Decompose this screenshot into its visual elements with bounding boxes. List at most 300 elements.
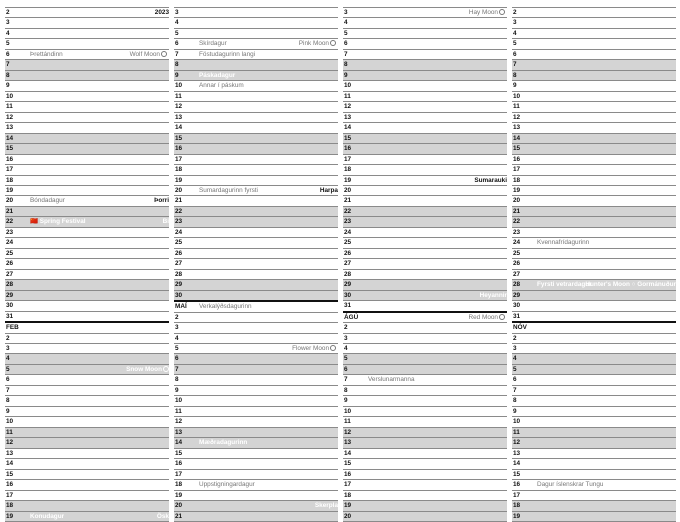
day-number: 21 [175, 512, 183, 520]
day-row [174, 491, 338, 501]
day-row [5, 60, 169, 70]
day-row [343, 459, 507, 469]
day-row [5, 81, 169, 91]
day-row [174, 186, 338, 196]
day-row [5, 407, 169, 417]
day-row [174, 123, 338, 133]
day-row [343, 407, 507, 417]
day-row [343, 344, 507, 354]
day-number: 10 [344, 407, 352, 415]
day-number: 21 [513, 207, 521, 215]
day-number: 11 [175, 92, 182, 100]
day-row [174, 512, 338, 522]
day-number: 27 [175, 260, 183, 268]
day-number: 4 [175, 19, 179, 27]
day-number: 28 [175, 270, 183, 278]
day-row [343, 144, 507, 154]
day-row [512, 386, 676, 396]
day-row [5, 354, 169, 364]
day-number: 4 [6, 29, 10, 37]
day-number: 29 [344, 281, 352, 289]
day-row [5, 207, 169, 217]
month-label: ÁGÚ [344, 313, 359, 321]
day-row [5, 417, 169, 427]
day-number: 13 [513, 124, 521, 132]
day-number: 20 [344, 186, 352, 194]
month-name-label: Sumarauki [474, 176, 507, 184]
day-number: 8 [175, 376, 179, 384]
day-number: 14 [513, 460, 521, 468]
day-number: 11 [6, 103, 13, 111]
day-row [174, 249, 338, 259]
day-row [512, 238, 676, 248]
day-number: 13 [344, 439, 352, 447]
day-row [5, 71, 169, 81]
day-row [174, 134, 338, 144]
day-number: 8 [175, 61, 179, 69]
annotation-label-light: Ösk [156, 512, 169, 520]
annotation-label-light: Heyannir [479, 291, 507, 299]
day-row [174, 354, 338, 364]
day-number: 31 [6, 312, 14, 320]
day-number: 5 [513, 40, 517, 48]
day-row [343, 354, 507, 364]
day-row [5, 134, 169, 144]
day-row [343, 480, 507, 490]
day-number: 4 [513, 29, 517, 37]
day-number: 26 [6, 260, 14, 268]
day-row [5, 155, 169, 165]
day-row [5, 102, 169, 112]
day-number: 3 [175, 9, 179, 16]
day-row [343, 50, 507, 60]
holiday-label: Páskadagur [199, 71, 236, 79]
day-row [5, 365, 169, 375]
day-number: 18 [6, 502, 14, 510]
day-number: 12 [513, 439, 521, 447]
day-number: 15 [344, 134, 352, 142]
day-row [5, 92, 169, 102]
day-row [512, 459, 676, 469]
holiday-label: Fyrsti vetrardagur [537, 281, 592, 289]
moon-annotation [130, 50, 167, 60]
day-row [174, 438, 338, 448]
event-label: Uppstigningardagur [199, 481, 255, 489]
full-moon-icon [161, 51, 167, 57]
day-row [512, 92, 676, 102]
day-row [5, 480, 169, 490]
event-label: Sumardagurinn fyrsti [199, 186, 258, 194]
day-number: 10 [513, 418, 521, 426]
day-row [512, 417, 676, 427]
day-number: 25 [6, 249, 14, 257]
day-row [343, 417, 507, 427]
day-number: 23 [513, 228, 521, 236]
day-row [5, 18, 169, 28]
full-moon-icon [330, 40, 336, 46]
full-moon-icon [499, 9, 505, 15]
day-row [174, 386, 338, 396]
day-row [512, 259, 676, 269]
day-row [343, 81, 507, 91]
day-row [174, 375, 338, 385]
day-number: 7 [513, 386, 517, 394]
day-number: 8 [6, 397, 10, 405]
day-row [174, 459, 338, 469]
day-row [174, 8, 338, 18]
day-row [174, 50, 338, 60]
day-number: 12 [175, 103, 183, 111]
day-row [512, 144, 676, 154]
day-number: 28 [6, 281, 14, 289]
day-row [5, 113, 169, 123]
day-row [5, 238, 169, 248]
day-number: 21 [175, 197, 183, 205]
day-row [343, 449, 507, 459]
day-number: 11 [513, 103, 520, 111]
day-number: 15 [344, 460, 352, 468]
day-number: 18 [344, 166, 352, 174]
day-row [512, 396, 676, 406]
day-number: 28 [513, 281, 521, 289]
day-row [174, 259, 338, 269]
day-row [343, 365, 507, 375]
day-number: 4 [513, 355, 517, 363]
calendar-column-3 [343, 7, 507, 522]
day-row [174, 228, 338, 238]
day-row [512, 71, 676, 81]
day-number: 6 [175, 40, 179, 48]
day-number: 25 [175, 239, 183, 247]
day-number: 18 [6, 176, 14, 184]
day-number: 11 [344, 418, 351, 426]
day-number: 24 [175, 228, 183, 236]
day-number: 3 [6, 19, 10, 27]
full-moon-icon [163, 366, 169, 372]
day-number: 9 [513, 82, 517, 90]
day-number: 6 [513, 50, 517, 58]
day-number: 7 [344, 376, 348, 384]
day-number: 17 [513, 491, 521, 499]
day-number: 11 [513, 428, 520, 436]
day-row [512, 334, 676, 344]
day-number: 5 [175, 29, 179, 37]
day-number: 5 [6, 40, 10, 48]
day-row [174, 196, 338, 206]
day-number: 8 [513, 71, 517, 79]
day-row [512, 270, 676, 280]
day-number: 14 [6, 460, 14, 468]
day-row [512, 81, 676, 91]
day-row [343, 165, 507, 175]
day-number: 25 [513, 249, 521, 257]
day-number: 18 [344, 491, 352, 499]
day-number: 2 [344, 324, 348, 332]
day-row [5, 123, 169, 133]
day-number: 20 [344, 512, 352, 520]
day-number: 10 [513, 92, 521, 100]
day-row [343, 396, 507, 406]
day-row [5, 228, 169, 238]
day-number: 14 [344, 449, 352, 457]
day-row [343, 428, 507, 438]
day-row [5, 176, 169, 186]
day-number: 4 [175, 334, 179, 342]
day-row [5, 8, 169, 18]
day-row [343, 71, 507, 81]
month-label: FEB [6, 324, 19, 332]
day-number: 6 [6, 376, 10, 384]
day-number: 16 [6, 481, 14, 489]
day-number: 2 [513, 9, 517, 16]
day-number: 10 [6, 92, 14, 100]
day-number: 16 [344, 470, 352, 478]
day-row [343, 249, 507, 259]
annotation-label-light: Bi [162, 218, 169, 226]
day-row [174, 470, 338, 480]
day-number: 3 [513, 19, 517, 27]
event-label: Verkalýðsdagurinn [199, 303, 252, 311]
day-row [5, 144, 169, 154]
day-number: 12 [6, 439, 14, 447]
day-row [343, 196, 507, 206]
day-row [512, 438, 676, 448]
month-label: MAÍ [175, 303, 187, 311]
day-row [174, 217, 338, 227]
day-row [512, 29, 676, 39]
day-number: 15 [175, 449, 183, 457]
moon-annotation [126, 365, 169, 375]
day-row [343, 323, 507, 333]
moon-annotation [469, 313, 506, 323]
day-row [174, 144, 338, 154]
day-number: 30 [175, 291, 183, 299]
day-number: 11 [6, 428, 13, 436]
day-number: 13 [513, 449, 521, 457]
day-row [174, 280, 338, 290]
day-number: 14 [513, 134, 521, 142]
day-number: 13 [175, 428, 183, 436]
day-number: 30 [344, 291, 352, 299]
day-row [512, 470, 676, 480]
annotation-label-light: Hunter's Moon ○ Gormánuður [585, 281, 676, 289]
day-row [5, 291, 169, 301]
day-number: 28 [344, 270, 352, 278]
day-number: 7 [6, 61, 10, 69]
event-label: Föstudagurinn langi [199, 50, 256, 58]
day-number: 20 [175, 186, 183, 194]
day-number: 30 [513, 302, 521, 310]
day-row [343, 228, 507, 238]
day-row [5, 165, 169, 175]
day-row [512, 196, 676, 206]
day-number: 13 [344, 113, 352, 121]
day-row [5, 512, 169, 522]
day-number: 6 [6, 50, 10, 58]
holiday-label: 🇨🇳 Spring Festival [30, 218, 86, 226]
day-number: 12 [513, 113, 521, 121]
day-row [512, 491, 676, 501]
calendar-column-4 [512, 7, 676, 522]
day-number: 27 [6, 270, 14, 278]
annotation-label: Flower Moon [292, 345, 329, 352]
day-number: 14 [6, 134, 14, 142]
annotation-label: Red Moon [468, 313, 498, 321]
day-number: 12 [175, 418, 183, 426]
day-row [343, 512, 507, 522]
day-row [512, 480, 676, 490]
day-row [5, 386, 169, 396]
event-label: Kvennafrídagurinn [537, 239, 590, 247]
day-row [343, 438, 507, 448]
day-number: 31 [513, 312, 521, 320]
day-number: 15 [6, 470, 14, 478]
day-row [5, 217, 169, 227]
day-row [343, 470, 507, 480]
full-moon-icon [330, 345, 336, 351]
day-row [343, 186, 507, 196]
day-number: 19 [344, 176, 352, 184]
day-row [343, 238, 507, 248]
day-number: 20 [6, 197, 14, 205]
day-number: 10 [6, 418, 14, 426]
day-row [174, 60, 338, 70]
day-number: 22 [175, 207, 183, 215]
day-row [174, 176, 338, 186]
day-number: 2 [6, 334, 10, 342]
day-row [343, 8, 507, 18]
day-number: 19 [513, 186, 521, 194]
day-number: 7 [6, 386, 10, 394]
month-label: NÓV [513, 324, 527, 332]
day-number: 22 [513, 218, 521, 226]
day-row [343, 375, 507, 385]
day-row [343, 29, 507, 39]
day-row [512, 102, 676, 112]
day-number: 11 [175, 407, 182, 415]
day-number: 18 [513, 176, 521, 184]
day-row [174, 238, 338, 248]
day-row [343, 291, 507, 301]
day-row [512, 123, 676, 133]
day-number: 5 [344, 29, 348, 37]
day-number: 8 [344, 61, 348, 69]
day-number: 7 [344, 50, 348, 58]
day-number: 12 [6, 113, 14, 121]
day-number: 15 [175, 134, 183, 142]
day-row [174, 417, 338, 427]
day-row [512, 228, 676, 238]
day-row [512, 512, 676, 522]
day-number: 13 [6, 449, 14, 457]
day-number: 6 [344, 40, 348, 48]
day-number: 26 [513, 260, 521, 268]
day-row [343, 217, 507, 227]
day-number: 10 [175, 82, 183, 90]
day-row [343, 280, 507, 290]
day-number: 30 [6, 302, 14, 310]
month-header-row [5, 321, 169, 333]
day-row [5, 396, 169, 406]
day-number: 7 [513, 61, 517, 69]
day-number: 23 [175, 218, 183, 226]
day-row [512, 249, 676, 259]
day-row [174, 207, 338, 217]
day-number: 10 [175, 397, 183, 405]
month-header-row [343, 311, 507, 323]
day-row [174, 428, 338, 438]
event-label: Verslunarmanna [368, 376, 415, 384]
day-number: 2 [6, 9, 10, 16]
day-row [512, 176, 676, 186]
day-row [512, 365, 676, 375]
day-row [174, 365, 338, 375]
day-number: 18 [175, 481, 183, 489]
day-row [512, 186, 676, 196]
day-number: 17 [6, 166, 14, 174]
day-row [512, 207, 676, 217]
event-label: Bóndadagur [30, 197, 65, 205]
day-row [343, 386, 507, 396]
day-row [5, 186, 169, 196]
day-row [5, 259, 169, 269]
day-row [5, 39, 169, 49]
day-number: 8 [6, 71, 10, 79]
annotation-label: Wolf Moon [129, 50, 160, 58]
day-number: 19 [6, 186, 14, 194]
day-row [5, 50, 169, 60]
day-row [5, 375, 169, 385]
day-number: 15 [6, 145, 14, 153]
day-number: 17 [175, 470, 183, 478]
day-row [5, 449, 169, 459]
day-number: 31 [344, 302, 352, 310]
day-number: 3 [344, 334, 348, 342]
day-number: 3 [175, 324, 179, 332]
day-number: 17 [513, 166, 521, 174]
day-number: 23 [344, 218, 352, 226]
day-number: 27 [513, 270, 521, 278]
day-number: 18 [175, 166, 183, 174]
day-row [5, 501, 169, 511]
day-row [174, 29, 338, 39]
moon-annotation [469, 8, 505, 18]
day-row [5, 491, 169, 501]
day-row [5, 438, 169, 448]
day-number: 17 [344, 481, 352, 489]
day-number: 29 [175, 281, 183, 289]
day-number: 9 [6, 82, 10, 90]
day-row [174, 407, 338, 417]
month-header-row [512, 321, 676, 333]
day-number: 16 [175, 460, 183, 468]
day-number: 16 [344, 145, 352, 153]
day-row [174, 155, 338, 165]
day-number: 18 [513, 502, 521, 510]
day-row [343, 155, 507, 165]
day-row [512, 301, 676, 311]
day-row [174, 18, 338, 28]
day-number: 12 [344, 103, 352, 111]
day-number: 20 [175, 502, 183, 510]
day-row [5, 334, 169, 344]
day-row [343, 134, 507, 144]
day-row [174, 71, 338, 81]
year-label: 2023 [154, 9, 169, 16]
day-number: 19 [175, 176, 183, 184]
annotation-label-light: Skerpla [314, 502, 338, 510]
day-row [174, 449, 338, 459]
